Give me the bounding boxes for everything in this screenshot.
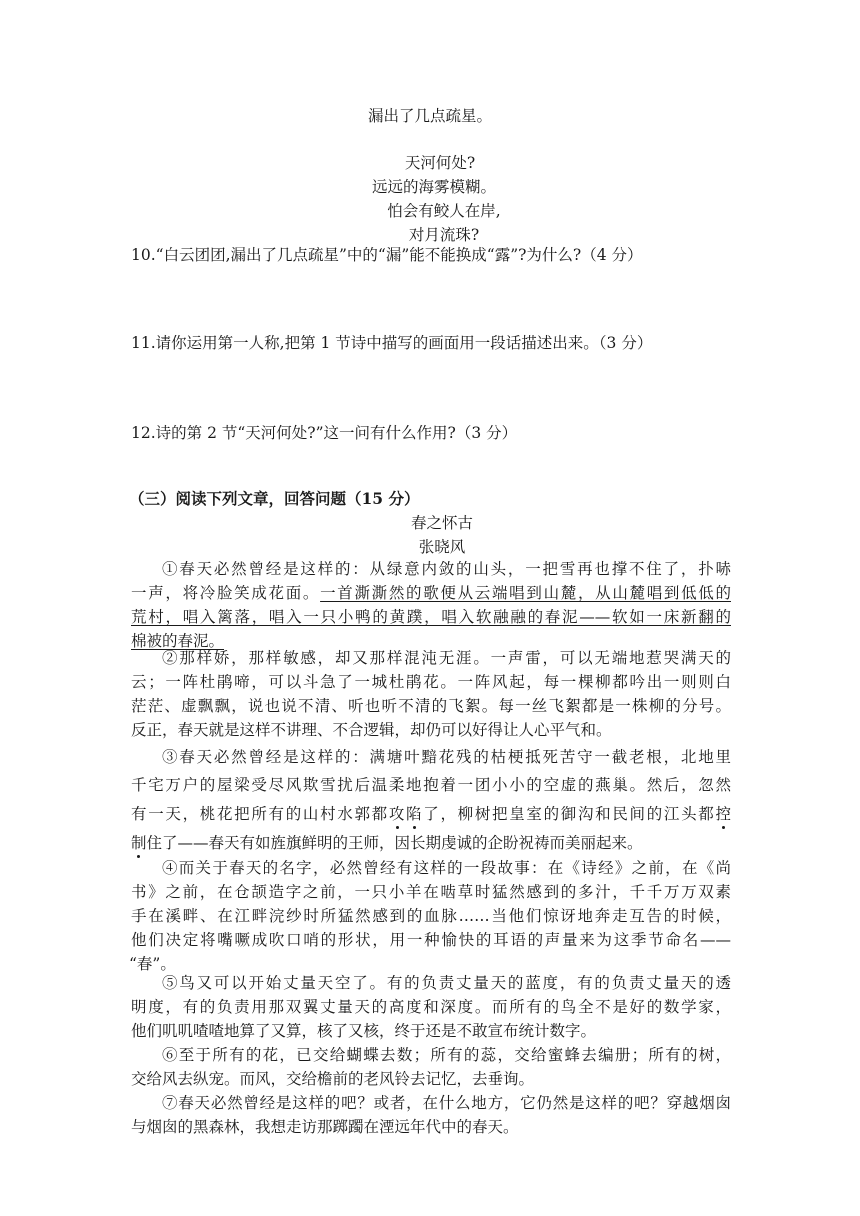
- paragraph-6-line: 交给风去纵宠。而风，交给檐前的老风铃去记忆，去垂询。: [131, 1070, 535, 1088]
- paragraph-4-line: 他们决定将嘴噘成吹口哨的形状，用一种愉快的耳语的声量来为这季节命名——: [131, 931, 731, 949]
- paragraph-5-line: ⑤鸟又可以开始丈量天空了。有的负责丈量天的蓝度，有的负责丈量天的透: [162, 974, 731, 992]
- paragraph-6-line: ⑥至于所有的花，已交给蝴蝶去数；所有的蕊，交给蜜蜂去编册；所有的树，: [162, 1046, 731, 1064]
- article-title: 春之怀古: [410, 514, 473, 532]
- poem-line: 天河何处?: [404, 154, 476, 172]
- paragraph-4-line: 手在溪畔、在江畔浣纱时所猛然感到的血脉……当他们惊讶地奔走互告的时候，: [131, 907, 731, 925]
- paragraph-3-line: 千宅万户的屋梁受尽风欺雪扰后温柔地抱着一团小小的空虚的燕巢。然后，忽然: [131, 776, 731, 794]
- underlined-sentence: 一首澌澌然的歌便从云端唱到山麓，从山麓唱到低低的: [320, 584, 731, 602]
- emphasized-char: 陷: [406, 805, 424, 823]
- poem-line: 对月流珠?: [408, 226, 480, 244]
- article-author: 张晓风: [418, 538, 466, 556]
- poem-line: 漏出了几点疏星。: [367, 107, 492, 125]
- paragraph-2-line: 反正，春天就是这样不讲理、不合逻辑，却仍可以好得让人心平气和。: [131, 721, 612, 739]
- question-12: 12.诗的第 2 节“天河何处?”这一问有什么作用?（3 分）: [131, 424, 518, 442]
- section-heading: （三）阅读下列文章，回答问题（15 分）: [129, 489, 420, 508]
- paragraph-7-line: ⑦春天必然曾经是这样的吧？或者，在什么地方，它仍然是这样的吧？穿越烟囱: [162, 1094, 731, 1112]
- poem-line: 怕会有鲛人在岸,: [387, 202, 501, 220]
- paragraph-2-line: 茫茫、虚飘飘，说也说不清、听也听不清的飞絮。每一丝飞絮都是一株柳的分号。: [131, 697, 731, 715]
- paragraph-1-line: ①春天必然曾经是这样的：从绿意内敛的山头，一把雪再也撑不住了，扑哧: [162, 560, 731, 578]
- paragraph-4-line: 书》之前，在仓颉造字之前，一只小羊在啮草时猛然感到的多汁，千千万万双素: [131, 883, 731, 901]
- emphasized-char: 控: [715, 805, 731, 823]
- paragraph-3-line: [131, 831, 731, 855]
- paragraph-3-text: 有一天，桃花把所有的山村水郭都: [131, 805, 389, 823]
- paragraph-4-line: ④而关于春天的名字，必然曾经有这样的一段故事：在《诗经》之前，在《尚: [162, 859, 731, 877]
- paragraph-7-line: 与烟囱的黑森林，我想走访那踯躅在湮远年代中的春天。: [131, 1118, 519, 1136]
- paragraph-2-line: ②那样娇，那样敏感，却又那样混沌无涯。一声雷，可以无端地惹哭满天的: [162, 649, 731, 667]
- paragraph-5-line: 明度，有的负责用那双翼丈量天的高度和深度。而所有的鸟全不是好的数学家，: [131, 998, 731, 1016]
- paragraph-1-line: [131, 581, 731, 605]
- underlined-sentence: 棉被的春泥。: [131, 632, 225, 650]
- emphasized-char: 制: [131, 834, 147, 852]
- paragraph-1-text: 一声，将冷脸笑成花面。: [131, 584, 321, 602]
- paragraph-3-line: [131, 802, 731, 826]
- paragraph-3-line: ③春天必然曾经是这样的：满塘叶黯花残的枯梗抵死苦守一截老根，北地里: [162, 748, 731, 766]
- paragraph-4-line: “春”。: [129, 955, 176, 973]
- paragraph-3-text: 住了——春天有如旌旗鲜明的王师，因长期虔诚的企盼祝祷而美丽起来。: [146, 834, 643, 852]
- paragraph-3-text: 了，柳树把皇室的御沟和民间的江头都: [423, 805, 716, 823]
- question-10: 10.“白云团团,漏出了几点疏星”中的“漏”能不能换成“露”?为什么?（4 分）: [131, 246, 643, 264]
- poem-line: 远远的海雾模糊。: [371, 178, 496, 196]
- paragraph-2-line: 云；一阵杜鹃啼，可以斗急了一城杜鹃花。一阵风起，每一棵柳都吟出一则则白: [131, 673, 731, 691]
- underlined-sentence: 荒村，唱入篱落，唱入一只小鸭的黄蹼，唱入软融融的春泥——软如一床新翻的: [131, 608, 731, 626]
- question-11: 11.请你运用第一人称,把第 1 节诗中描写的画面用一段话描述出来。（3 分）: [131, 334, 653, 352]
- emphasized-char: 攻: [388, 805, 407, 823]
- paragraph-5-line: 他们叽叽喳喳地算了又算，核了又核，终于还是不敢宣布统计数字。: [131, 1022, 597, 1040]
